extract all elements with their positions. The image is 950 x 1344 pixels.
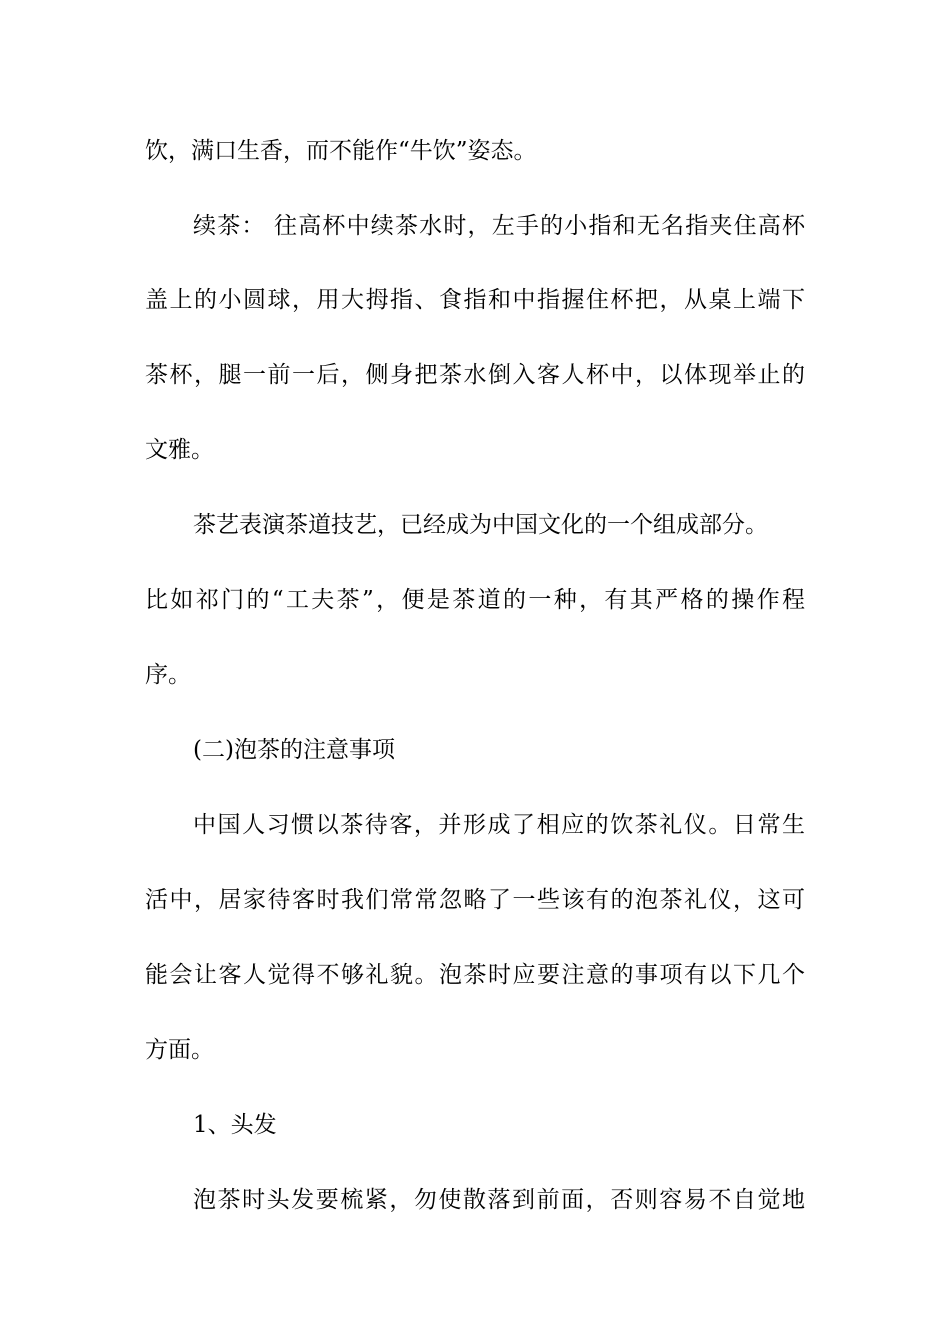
paragraph-line: 茶艺表演茶道技艺，已经成为中国文化的一个组成部分。	[193, 512, 768, 538]
paragraph-line: 泡茶时头发要梳紧，勿使散落到前面，否则容易不自觉地	[193, 1187, 805, 1213]
paragraph-line: 序。	[145, 662, 191, 688]
paragraph-line: 续茶： 往高杯中续茶水时，左手的小指和无名指夹住高杯	[193, 213, 805, 239]
section-heading: (二)泡茶的注意事项	[193, 737, 395, 763]
paragraph-line: 文雅。	[145, 437, 214, 463]
paragraph-line: 饮，满口生香，而不能作“牛饮”姿态。	[145, 138, 537, 164]
paragraph-line: 茶杯，腿一前一后，侧身把茶水倒入客人杯中，以体现举止的	[145, 362, 805, 388]
paragraph-line: 比如祁门的“工夫茶”，便是茶道的一种，有其严格的操作程	[145, 587, 805, 613]
paragraph-line: 盖上的小圆球，用大拇指、食指和中指握住杯把，从桌上端下	[145, 287, 805, 313]
paragraph-line: 方面。	[145, 1037, 214, 1063]
paragraph-line: 中国人习惯以茶待客，并形成了相应的饮茶礼仪。日常生	[193, 812, 805, 838]
subsection-heading: 1、头发	[193, 1112, 277, 1138]
paragraph-line: 能会让客人觉得不够礼貌。泡茶时应要注意的事项有以下几个	[145, 962, 805, 988]
paragraph-line: 活中，居家待客时我们常常忽略了一些该有的泡茶礼仪，这可	[145, 887, 805, 913]
